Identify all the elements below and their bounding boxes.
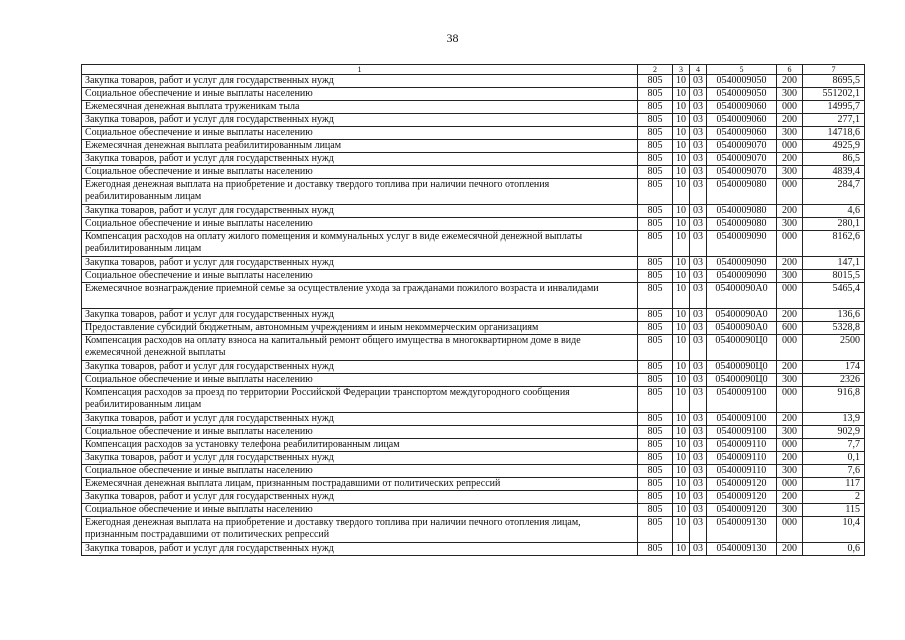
expense-name: Закупка товаров, работ и услуг для государственных нужд	[82, 205, 638, 218]
table-row	[82, 465, 865, 478]
amount: 14995,7	[803, 101, 865, 114]
target-article-code: 0540009090	[707, 231, 777, 257]
amount: 8015,5	[803, 270, 865, 283]
section-code: 10	[673, 75, 690, 88]
expense-name: Социальное обеспечение и иные выплаты населению	[82, 465, 638, 478]
ministry-code: 805	[638, 426, 673, 439]
expense-name: Ежегодная денежная выплата на приобретение и доставку твердого топлива при наличии печного отопления реабилитированным лицам	[82, 179, 638, 205]
section-code: 10	[673, 114, 690, 127]
section-code: 10	[673, 101, 690, 114]
target-article-code: 0540009080	[707, 218, 777, 231]
subsection-code: 03	[690, 75, 707, 88]
amount: 902,9	[803, 426, 865, 439]
subsection-code: 03	[690, 517, 707, 543]
expense-type-code: 200	[777, 452, 803, 465]
subsection-code: 03	[690, 452, 707, 465]
target-article-code: 0540009120	[707, 491, 777, 504]
ministry-code: 805	[638, 114, 673, 127]
subsection-code: 03	[690, 218, 707, 231]
ministry-code: 805	[638, 478, 673, 491]
expense-type-code: 300	[777, 88, 803, 101]
ministry-code: 805	[638, 166, 673, 179]
expense-name: Закупка товаров, работ и услуг для государственных нужд	[82, 114, 638, 127]
subsection-code: 03	[690, 361, 707, 374]
amount: 115	[803, 504, 865, 517]
target-article-code: 0540009070	[707, 153, 777, 166]
target-article-code: 0540009110	[707, 465, 777, 478]
expense-name: Социальное обеспечение и иные выплаты населению	[82, 127, 638, 140]
subsection-code: 03	[690, 374, 707, 387]
expense-type-code: 200	[777, 491, 803, 504]
table-row	[82, 179, 865, 205]
expense-type-code: 000	[777, 101, 803, 114]
amount: 2	[803, 491, 865, 504]
page-number: 38	[446, 31, 459, 45]
subsection-code: 03	[690, 439, 707, 452]
expense-name: Закупка товаров, работ и услуг для государственных нужд	[82, 452, 638, 465]
budget-table	[81, 64, 865, 556]
table-row	[82, 309, 865, 322]
table-row	[82, 140, 865, 153]
expense-type-code: 200	[777, 361, 803, 374]
ministry-code: 805	[638, 465, 673, 478]
expense-type-code: 000	[777, 179, 803, 205]
ministry-code: 805	[638, 504, 673, 517]
target-article-code: 0540009090	[707, 257, 777, 270]
column-header: 3	[673, 65, 690, 75]
expense-name: Социальное обеспечение и иные выплаты населению	[82, 504, 638, 517]
table-row	[82, 517, 865, 543]
expense-name: Социальное обеспечение и иные выплаты населению	[82, 218, 638, 231]
subsection-code: 03	[690, 309, 707, 322]
table-row	[82, 387, 865, 413]
ministry-code: 805	[638, 205, 673, 218]
subsection-code: 03	[690, 101, 707, 114]
target-article-code: 0540009070	[707, 166, 777, 179]
subsection-code: 03	[690, 465, 707, 478]
ministry-code: 805	[638, 543, 673, 556]
subsection-code: 03	[690, 270, 707, 283]
table-row	[82, 283, 865, 309]
expense-type-code: 300	[777, 465, 803, 478]
subsection-code: 03	[690, 322, 707, 335]
target-article-code: 0540009090	[707, 270, 777, 283]
ministry-code: 805	[638, 309, 673, 322]
amount: 284,7	[803, 179, 865, 205]
table-body	[82, 65, 865, 556]
target-article-code: 0540009120	[707, 504, 777, 517]
table-row	[82, 426, 865, 439]
column-header: 5	[707, 65, 777, 75]
target-article-code: 0540009080	[707, 179, 777, 205]
expense-name: Закупка товаров, работ и услуг для государственных нужд	[82, 75, 638, 88]
expense-name: Социальное обеспечение и иные выплаты населению	[82, 374, 638, 387]
subsection-code: 03	[690, 491, 707, 504]
section-code: 10	[673, 166, 690, 179]
target-article-code: 0540009130	[707, 517, 777, 543]
target-article-code: 0540009100	[707, 413, 777, 426]
subsection-code: 03	[690, 114, 707, 127]
header-row	[82, 65, 865, 75]
section-code: 10	[673, 543, 690, 556]
expense-name: Закупка товаров, работ и услуг для государственных нужд	[82, 491, 638, 504]
ministry-code: 805	[638, 88, 673, 101]
target-article-code: 0540009120	[707, 478, 777, 491]
table-row	[82, 452, 865, 465]
expense-type-code: 000	[777, 335, 803, 361]
amount: 7,6	[803, 465, 865, 478]
ministry-code: 805	[638, 374, 673, 387]
ministry-code: 805	[638, 75, 673, 88]
section-code: 10	[673, 153, 690, 166]
amount: 4925,9	[803, 140, 865, 153]
section-code: 10	[673, 478, 690, 491]
amount: 5328,8	[803, 322, 865, 335]
section-code: 10	[673, 491, 690, 504]
expense-name: Закупка товаров, работ и услуг для государственных нужд	[82, 309, 638, 322]
target-article-code: 05400090Ц0	[707, 335, 777, 361]
amount: 4,6	[803, 205, 865, 218]
table-row	[82, 270, 865, 283]
ministry-code: 805	[638, 270, 673, 283]
expense-name: Ежемесячная денежная выплата труженикам тыла	[82, 101, 638, 114]
subsection-code: 03	[690, 257, 707, 270]
expense-name: Социальное обеспечение и иные выплаты населению	[82, 88, 638, 101]
subsection-code: 03	[690, 543, 707, 556]
column-header: 1	[82, 65, 638, 75]
subsection-code: 03	[690, 127, 707, 140]
table-row	[82, 166, 865, 179]
amount: 2326	[803, 374, 865, 387]
table-row	[82, 322, 865, 335]
target-article-code: 0540009070	[707, 140, 777, 153]
expense-name: Компенсация расходов на оплату жилого помещения и коммунальных услуг в виде ежемесячной денежной выплаты реабилитированным лицам	[82, 231, 638, 257]
amount: 136,6	[803, 309, 865, 322]
table-row	[82, 205, 865, 218]
expense-name: Компенсация расходов на оплату взноса на капитальный ремонт общего имущества в многоквартирном доме в виде ежемесячной денежной выплаты	[82, 335, 638, 361]
section-code: 10	[673, 231, 690, 257]
amount: 10,4	[803, 517, 865, 543]
expense-type-code: 300	[777, 426, 803, 439]
table-row	[82, 101, 865, 114]
subsection-code: 03	[690, 426, 707, 439]
ministry-code: 805	[638, 179, 673, 205]
column-header: 2	[638, 65, 673, 75]
ministry-code: 805	[638, 127, 673, 140]
ministry-code: 805	[638, 231, 673, 257]
section-code: 10	[673, 387, 690, 413]
ministry-code: 805	[638, 517, 673, 543]
expense-name: Ежемесячная денежная выплата реабилитированным лицам	[82, 140, 638, 153]
amount: 14718,6	[803, 127, 865, 140]
section-code: 10	[673, 335, 690, 361]
target-article-code: 05400090Ц0	[707, 374, 777, 387]
target-article-code: 0540009110	[707, 439, 777, 452]
table-row	[82, 218, 865, 231]
table-row	[82, 114, 865, 127]
subsection-code: 03	[690, 413, 707, 426]
expense-type-code: 200	[777, 205, 803, 218]
table-row	[82, 374, 865, 387]
expense-name: Предоставление субсидий бюджетным, автономным учреждениям и иным некоммерческим организациям	[82, 322, 638, 335]
table-row	[82, 478, 865, 491]
table-row	[82, 75, 865, 88]
expense-type-code: 000	[777, 231, 803, 257]
ministry-code: 805	[638, 387, 673, 413]
amount: 2500	[803, 335, 865, 361]
ministry-code: 805	[638, 101, 673, 114]
expense-name: Социальное обеспечение и иные выплаты населению	[82, 166, 638, 179]
target-article-code: 0540009100	[707, 426, 777, 439]
subsection-code: 03	[690, 231, 707, 257]
section-code: 10	[673, 88, 690, 101]
ministry-code: 805	[638, 322, 673, 335]
section-code: 10	[673, 413, 690, 426]
expense-name: Закупка товаров, работ и услуг для государственных нужд	[82, 543, 638, 556]
amount: 8162,6	[803, 231, 865, 257]
target-article-code: 05400090А0	[707, 322, 777, 335]
table-row	[82, 335, 865, 361]
subsection-code: 03	[690, 88, 707, 101]
section-code: 10	[673, 205, 690, 218]
expense-name: Социальное обеспечение и иные выплаты населению	[82, 426, 638, 439]
expense-name: Ежемесячная денежная выплата лицам, признанным пострадавшими от политических репрессий	[82, 478, 638, 491]
section-code: 10	[673, 322, 690, 335]
expense-type-code: 300	[777, 374, 803, 387]
column-header: 7	[803, 65, 865, 75]
ministry-code: 805	[638, 283, 673, 309]
ministry-code: 805	[638, 439, 673, 452]
table-row	[82, 543, 865, 556]
expense-name: Ежемесячное вознаграждение приемной семье за осуществление ухода за гражданами пожилого возраста и инвалидами	[82, 283, 638, 309]
subsection-code: 03	[690, 504, 707, 517]
expense-type-code: 000	[777, 439, 803, 452]
expense-type-code: 200	[777, 114, 803, 127]
amount: 174	[803, 361, 865, 374]
expense-type-code: 300	[777, 127, 803, 140]
amount: 0,1	[803, 452, 865, 465]
amount: 5465,4	[803, 283, 865, 309]
amount: 277,1	[803, 114, 865, 127]
column-header: 6	[777, 65, 803, 75]
target-article-code: 0540009080	[707, 205, 777, 218]
section-code: 10	[673, 309, 690, 322]
subsection-code: 03	[690, 205, 707, 218]
target-article-code: 0540009060	[707, 127, 777, 140]
expense-name: Закупка товаров, работ и услуг для государственных нужд	[82, 361, 638, 374]
expense-type-code: 200	[777, 413, 803, 426]
section-code: 10	[673, 140, 690, 153]
expense-type-code: 000	[777, 387, 803, 413]
section-code: 10	[673, 517, 690, 543]
expense-type-code: 200	[777, 153, 803, 166]
expense-name: Компенсация расходов за установку телефона реабилитированным лицам	[82, 439, 638, 452]
target-article-code: 05400090Ц0	[707, 361, 777, 374]
expense-type-code: 000	[777, 517, 803, 543]
ministry-code: 805	[638, 140, 673, 153]
amount: 0,6	[803, 543, 865, 556]
expense-type-code: 000	[777, 283, 803, 309]
amount: 86,5	[803, 153, 865, 166]
table-row	[82, 361, 865, 374]
subsection-code: 03	[690, 387, 707, 413]
table-row	[82, 257, 865, 270]
target-article-code: 0540009060	[707, 101, 777, 114]
subsection-code: 03	[690, 335, 707, 361]
expense-type-code: 600	[777, 322, 803, 335]
amount: 551202,1	[803, 88, 865, 101]
section-code: 10	[673, 439, 690, 452]
target-article-code: 0540009050	[707, 75, 777, 88]
subsection-code: 03	[690, 478, 707, 491]
subsection-code: 03	[690, 166, 707, 179]
table-row	[82, 491, 865, 504]
ministry-code: 805	[638, 257, 673, 270]
expense-name: Закупка товаров, работ и услуг для государственных нужд	[82, 413, 638, 426]
column-header: 4	[690, 65, 707, 75]
target-article-code: 0540009060	[707, 114, 777, 127]
table-row	[82, 504, 865, 517]
ministry-code: 805	[638, 361, 673, 374]
section-code: 10	[673, 361, 690, 374]
amount: 916,8	[803, 387, 865, 413]
expense-name: Закупка товаров, работ и услуг для государственных нужд	[82, 257, 638, 270]
section-code: 10	[673, 270, 690, 283]
section-code: 10	[673, 426, 690, 439]
section-code: 10	[673, 257, 690, 270]
amount: 280,1	[803, 218, 865, 231]
expense-type-code: 000	[777, 478, 803, 491]
expense-type-code: 200	[777, 309, 803, 322]
target-article-code: 05400090А0	[707, 309, 777, 322]
section-code: 10	[673, 283, 690, 309]
table-row	[82, 153, 865, 166]
amount: 8695,5	[803, 75, 865, 88]
expense-type-code: 200	[777, 75, 803, 88]
expense-name: Социальное обеспечение и иные выплаты населению	[82, 270, 638, 283]
amount: 117	[803, 478, 865, 491]
expense-type-code: 300	[777, 166, 803, 179]
expense-type-code: 200	[777, 543, 803, 556]
table-row	[82, 127, 865, 140]
ministry-code: 805	[638, 452, 673, 465]
subsection-code: 03	[690, 140, 707, 153]
ministry-code: 805	[638, 413, 673, 426]
expense-name: Закупка товаров, работ и услуг для государственных нужд	[82, 153, 638, 166]
target-article-code: 0540009100	[707, 387, 777, 413]
subsection-code: 03	[690, 153, 707, 166]
section-code: 10	[673, 504, 690, 517]
target-article-code: 0540009110	[707, 452, 777, 465]
amount: 13,9	[803, 413, 865, 426]
subsection-code: 03	[690, 283, 707, 309]
target-article-code: 0540009050	[707, 88, 777, 101]
ministry-code: 805	[638, 335, 673, 361]
expense-type-code: 300	[777, 218, 803, 231]
ministry-code: 805	[638, 491, 673, 504]
table-row	[82, 413, 865, 426]
amount: 4839,4	[803, 166, 865, 179]
expense-type-code: 000	[777, 140, 803, 153]
expense-name: Ежегодная денежная выплата на приобретение и доставку твердого топлива при наличии печного отопления лицам, признанным пострадавшими от политических репрессий	[82, 517, 638, 543]
section-code: 10	[673, 452, 690, 465]
amount: 147,1	[803, 257, 865, 270]
ministry-code: 805	[638, 153, 673, 166]
ministry-code: 805	[638, 218, 673, 231]
section-code: 10	[673, 179, 690, 205]
section-code: 10	[673, 218, 690, 231]
expense-type-code: 300	[777, 270, 803, 283]
expense-type-code: 200	[777, 257, 803, 270]
table-row	[82, 439, 865, 452]
target-article-code: 0540009130	[707, 543, 777, 556]
section-code: 10	[673, 127, 690, 140]
expense-name: Компенсация расходов за проезд по территории Российской Федерации транспортом междугородного сообщения реабилитированным лицам	[82, 387, 638, 413]
expense-type-code: 300	[777, 504, 803, 517]
section-code: 10	[673, 465, 690, 478]
target-article-code: 05400090А0	[707, 283, 777, 309]
table-row	[82, 231, 865, 257]
amount: 7,7	[803, 439, 865, 452]
section-code: 10	[673, 374, 690, 387]
subsection-code: 03	[690, 179, 707, 205]
table-row	[82, 88, 865, 101]
